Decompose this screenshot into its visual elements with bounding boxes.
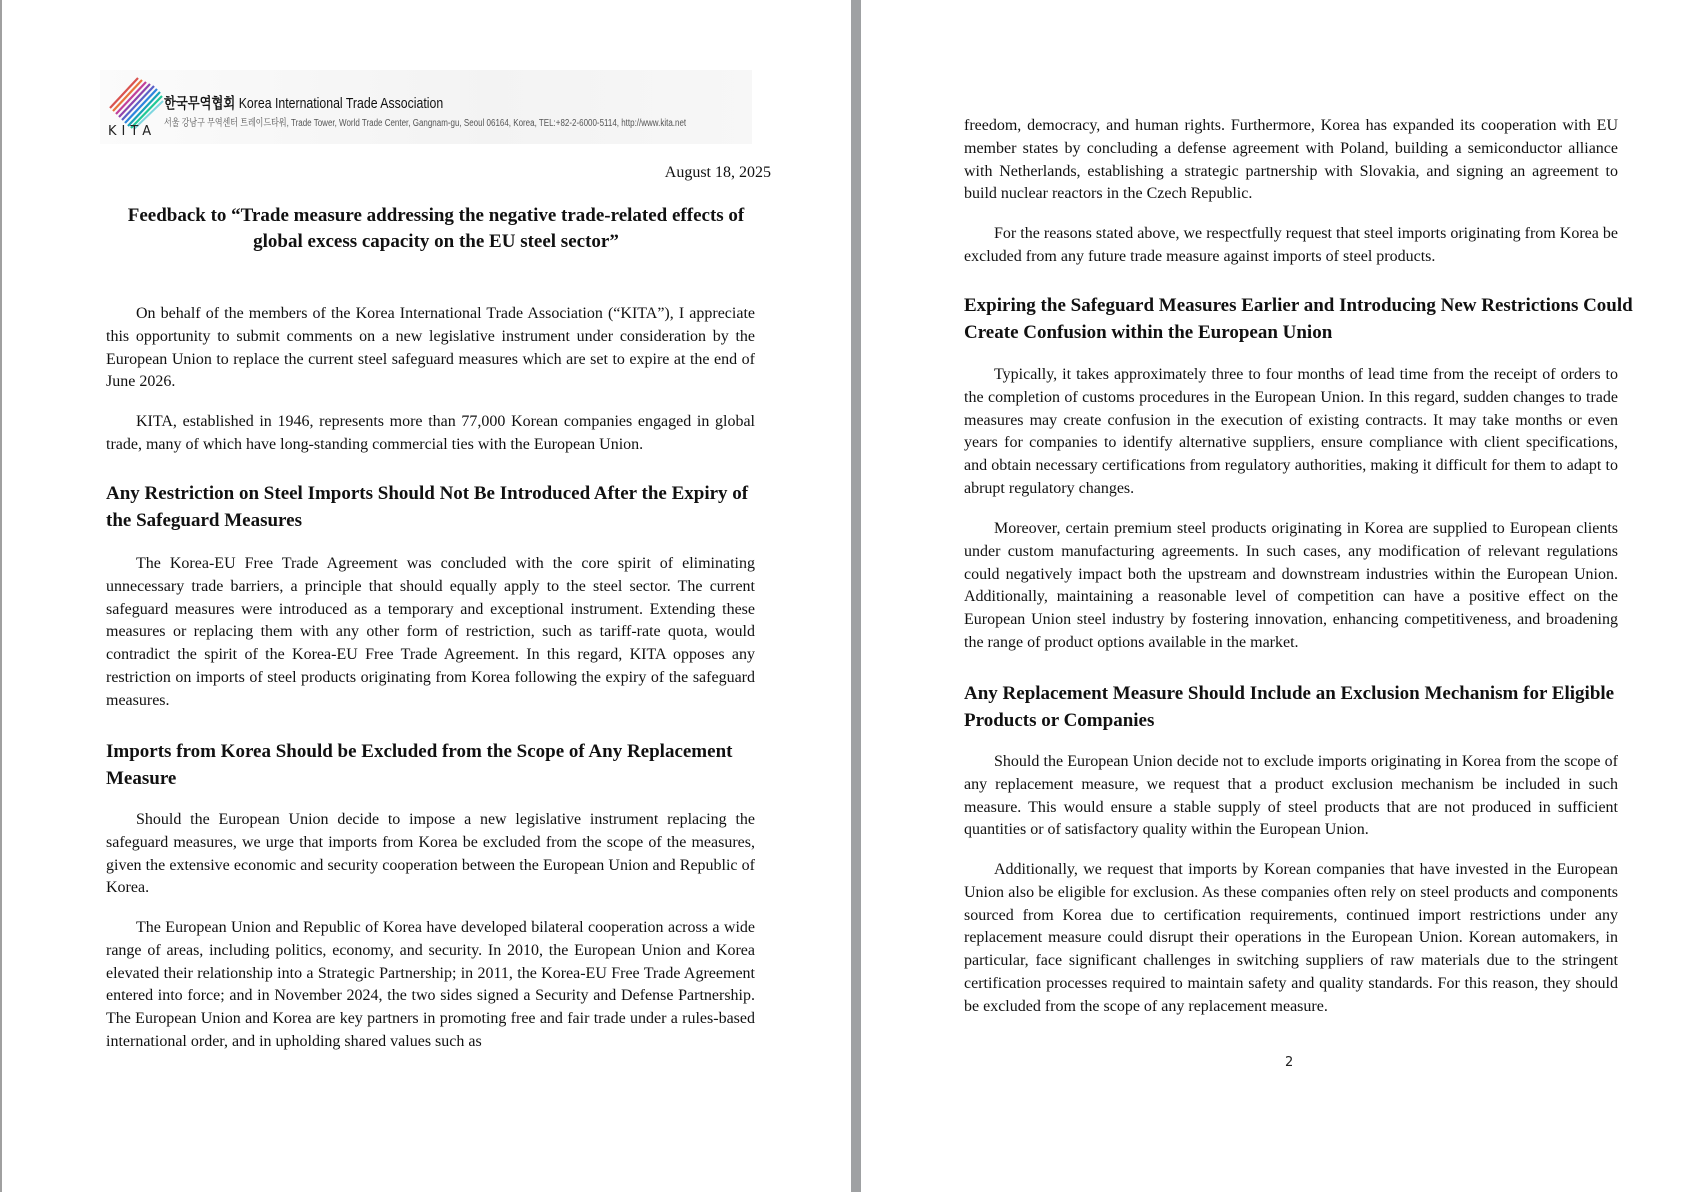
document-title: Feedback to “Trade measure addressing the negative trade-related effects of global excess capacity on the EU steel sector” <box>127 205 745 252</box>
section-2-paragraph-2 <box>106 917 755 1054</box>
section-heading-3 <box>964 292 1634 346</box>
page-divider <box>851 0 861 1192</box>
page-number: 2 <box>1285 1055 1294 1070</box>
paragraph: Typically, it takes approximately three to four months of lead time from the receipt of orders to the completion of customs procedures in the European Union. In this regard, sudden changes to trade measures may create confusion in the execution of existing contracts. It may take months or even years for companies to identify alternative suppliers, ensure compliance with client specifications, and obtain necessary certifications from regulatory authorities, making it difficult for them to adapt to abrupt regulatory changes. <box>964 366 1618 497</box>
heading: Any Restriction on Steel Imports Should Not Be Introduced After the Expiry of the Safeguard Measures <box>106 483 749 531</box>
organization-name-english: Korea International Trade Association <box>238 95 444 112</box>
paragraph: For the reasons stated above, we respectfully request that steel imports originating from Korea be excluded from any future trade measure against imports of steel products. <box>964 225 1618 265</box>
paragraph: The European Union and Republic of Korea have developed bilateral cooperation across a wide range of areas, including politics, economy, and security. In 2010, the European Union and Korea elevated their relationship into a Strategic Partnership; in 2011, the Korea-EU Free Trade Agreement entered into force; and in November 2024, the two sides signed a Security and Defense Partnership. The European Union and Korea are key partners in promoting free and fair trade under a rules-based international order, and in upholding shared values such as <box>106 919 755 1050</box>
paragraph: Should the European Union decide not to exclude imports originating in Korea from the scope of any replacement measure, we request that a product exclusion mechanism be included in such measure. This would ensure a stable supply of steel products that are not produced in sufficient quantities or of satisfactory quality within the European Union. <box>964 753 1618 839</box>
intro-paragraph-2 <box>106 411 755 457</box>
heading: Any Replacement Measure Should Include an Exclusion Mechanism for Eligible Products or Companies <box>964 683 1615 731</box>
section-heading-1 <box>106 480 776 534</box>
paragraph: On behalf of the members of the Korea International Trade Association (“KITA”), I appreciate this opportunity to submit comments on a new legislative instrument under consideration by the European Union to replace the current steel safeguard measures which are set to expire at the end of June 2026. <box>106 305 755 391</box>
section-heading-2 <box>106 738 786 792</box>
conclusion-paragraph <box>964 223 1618 269</box>
kita-logo-icon <box>108 74 164 130</box>
section-4-paragraph-1 <box>964 751 1618 842</box>
paragraph: Should the European Union decide to impose a new legislative instrument replacing the safeguard measures, we urge that imports from Korea be excluded from the scope of the measures, given the extensive economic and security cooperation between the European Union and Republic of Korea. <box>106 811 755 897</box>
letter-date: August 18, 2025 <box>664 164 771 181</box>
logo-wordmark: KITA <box>108 124 157 139</box>
heading: Expiring the Safeguard Measures Earlier and Introducing New Restrictions Could Create Confusion within the European Union <box>964 295 1633 343</box>
paragraph: freedom, democracy, and human rights. Furthermore, Korea has expanded its cooperation with EU member states by concluding a defense agreement with Poland, building a semiconductor alliance with Netherlands, establishing a strategic partnership with Slovakia, and signing an agreement to build nuclear reactors in the Czech Republic. <box>964 117 1618 203</box>
intro-paragraph-1 <box>106 303 755 394</box>
heading: Imports from Korea Should be Excluded from the Scope of Any Replacement Measure <box>106 741 733 789</box>
continuation-paragraph <box>964 115 1618 206</box>
organization-name <box>164 92 443 113</box>
document-page-1 <box>2 0 851 1192</box>
paragraph: KITA, established in 1946, represents more than 77,000 Korean companies engaged in global trade, many of which have long-standing commercial ties with the European Union. <box>106 413 755 453</box>
section-3-paragraph-2 <box>964 518 1618 655</box>
paragraph: Moreover, certain premium steel products originating in Korea are supplied to European clients under custom manufacturing agreements. In such cases, any modification of relevant regulations could negatively impact both the upstream and downstream industries within the European Union. Additionally, maintaining a reasonable level of competition can have a positive effect on the European Union steel industry by fostering innovation, enhancing competitiveness, and broadening the range of product options available in the market. <box>964 520 1618 651</box>
document-page-2 <box>861 0 1707 1192</box>
section-heading-4 <box>964 680 1624 734</box>
organization-address: 서울 강남구 무역센터 트레이드타워, Trade Tower, World Trade Center, Gangnam-gu, Seoul 06164, Korea, TEL:+82-2-6000-5114, http://www.kita.net <box>164 118 687 129</box>
paragraph: Additionally, we request that imports by Korean companies that have invested in the European Union also be eligible for exclusion. As these companies often rely on steel products and components sourced from Korea due to certification requirements, continued import restrictions under any replacement measure could disrupt their operations in the European Union. Korean automakers, in particular, face significant challenges in switching suppliers of raw materials due to the stringent certification processes required to maintain safety and quality standards. For this reason, they should be excluded from the scope of any replacement measure. <box>964 861 1618 1015</box>
paragraph: The Korea-EU Free Trade Agreement was concluded with the core spirit of eliminating unnecessary trade barriers, a principle that should equally apply to the steel sector. The current safeguard measures were introduced as a temporary and exceptional instrument. Extending these measures or replacing them with any other form of restriction, such as tariff-rate quota, would contradict the spirit of the Korea-EU Free Trade Agreement. In this regard, KITA opposes any restriction on imports of steel products originating from Korea following the expiry of the safeguard measures. <box>106 555 755 709</box>
letterhead <box>100 70 752 144</box>
section-3-paragraph-1 <box>964 364 1618 501</box>
organization-name-korean: 한국무역협회 <box>164 95 236 112</box>
section-4-paragraph-2 <box>964 859 1618 1019</box>
section-1-paragraph <box>106 553 755 713</box>
section-2-paragraph-1 <box>106 809 755 900</box>
